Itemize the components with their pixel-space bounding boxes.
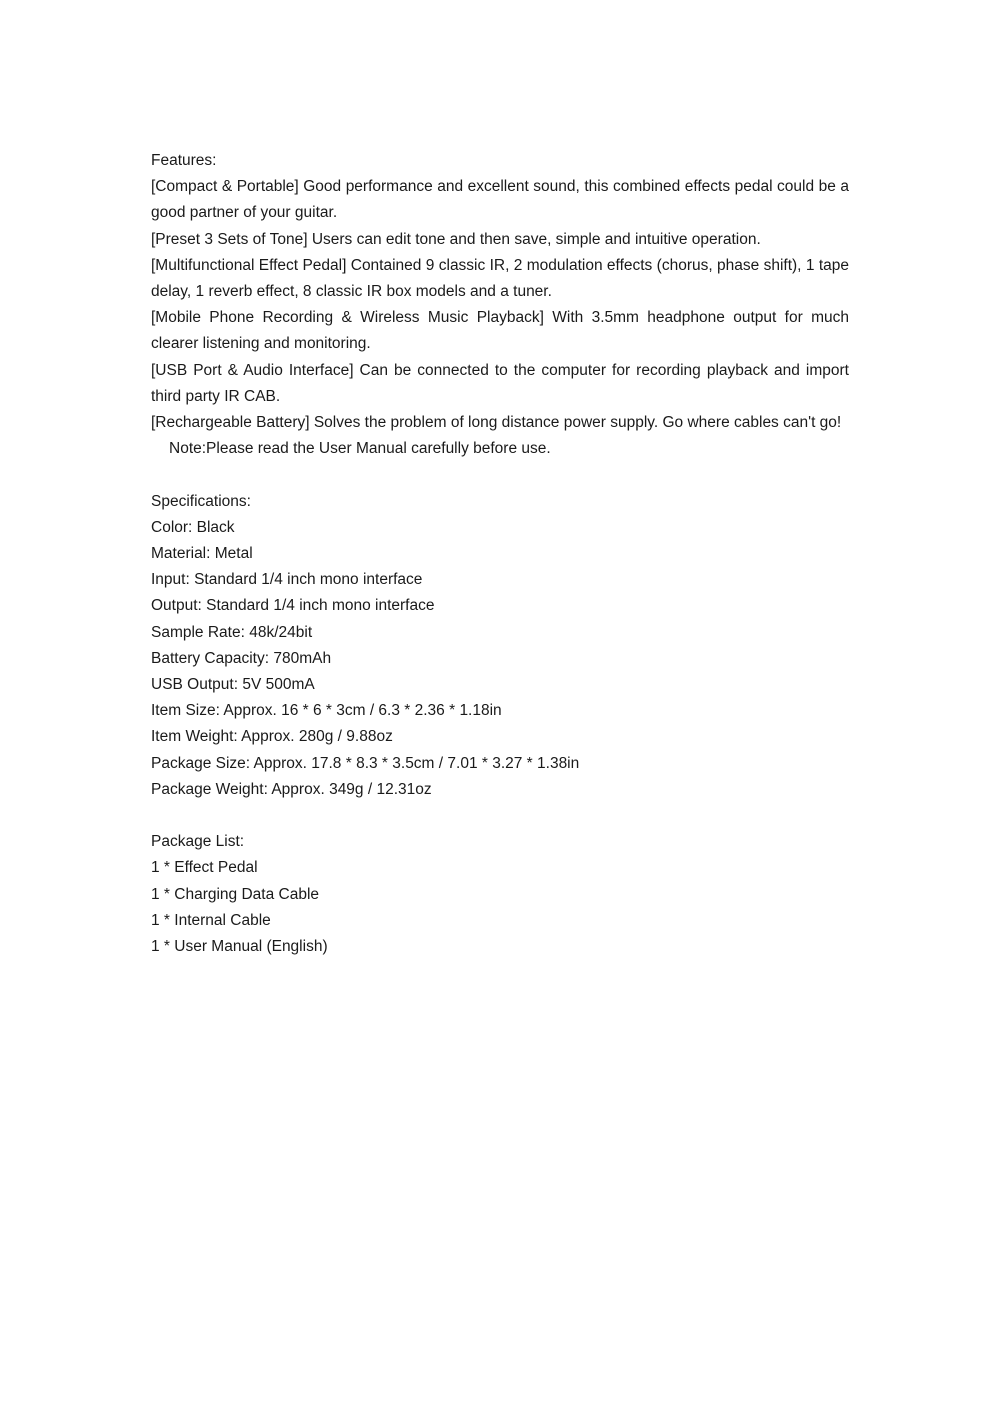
package-list-section [151, 829, 849, 960]
feature-item: [Compact & Portable] Good performance and excellent sound, this combined effects pedal could be a good partner of your guitar. [151, 178, 849, 222]
package-list-heading: Package List: [151, 833, 245, 851]
spec-item: Material: Metal [151, 545, 253, 563]
spec-item: Item Weight: Approx. 280g / 9.88oz [151, 728, 393, 746]
feature-item: [USB Port & Audio Interface] Can be connected to the computer for recording playback and import third party IR CAB. [151, 361, 849, 405]
package-item: 1 * User Manual (English) [151, 938, 328, 956]
features-heading: Features: [151, 152, 217, 169]
usage-note: Note:Please read the User Manual carefully before use. [169, 440, 551, 458]
spec-item: Sample Rate: 48k/24bit [151, 623, 313, 641]
features-section [151, 148, 849, 462]
package-item: 1 * Effect Pedal [151, 859, 258, 877]
feature-item: [Multifunctional Effect Pedal] Contained 9 classic IR, 2 modulation effects (chorus, phase shift), 1 tape delay, 1 reverb effect, 8 classic IR box models and a tuner. [151, 256, 849, 301]
spec-item: Package Size: Approx. 17.8 * 8.3 * 3.5cm / 7.01 * 3.27 * 1.38in [151, 754, 580, 772]
spec-item: Input: Standard 1/4 inch mono interface [151, 571, 423, 589]
section-spacer [151, 462, 849, 488]
specifications-list [151, 515, 849, 803]
section-spacer [151, 803, 849, 829]
spec-item: Package Weight: Approx. 349g / 12.31oz [151, 780, 432, 798]
spec-item: Output: Standard 1/4 inch mono interface [151, 597, 435, 615]
spec-item: USB Output: 5V 500mA [151, 676, 315, 694]
package-list [151, 855, 849, 960]
package-item: 1 * Charging Data Cable [151, 885, 320, 903]
specifications-section [151, 489, 849, 803]
feature-item: [Preset 3 Sets of Tone] Users can edit tone and then save, simple and intuitive operation. [151, 230, 761, 248]
package-item: 1 * Internal Cable [151, 911, 271, 929]
feature-item: [Rechargeable Battery] Solves the problem of long distance power supply. Go where cables can't go! [151, 414, 842, 432]
spec-item: Color: Black [151, 518, 235, 536]
document-body [151, 148, 849, 960]
feature-item: [Mobile Phone Recording & Wireless Music Playback] With 3.5mm headphone output for much clearer listening and monitoring. [151, 309, 849, 353]
specifications-heading: Specifications: [151, 492, 251, 510]
spec-item: Battery Capacity: 780mAh [151, 649, 332, 667]
spec-item: Item Size: Approx. 16 * 6 * 3cm / 6.3 * 2.36 * 1.18in [151, 702, 502, 720]
